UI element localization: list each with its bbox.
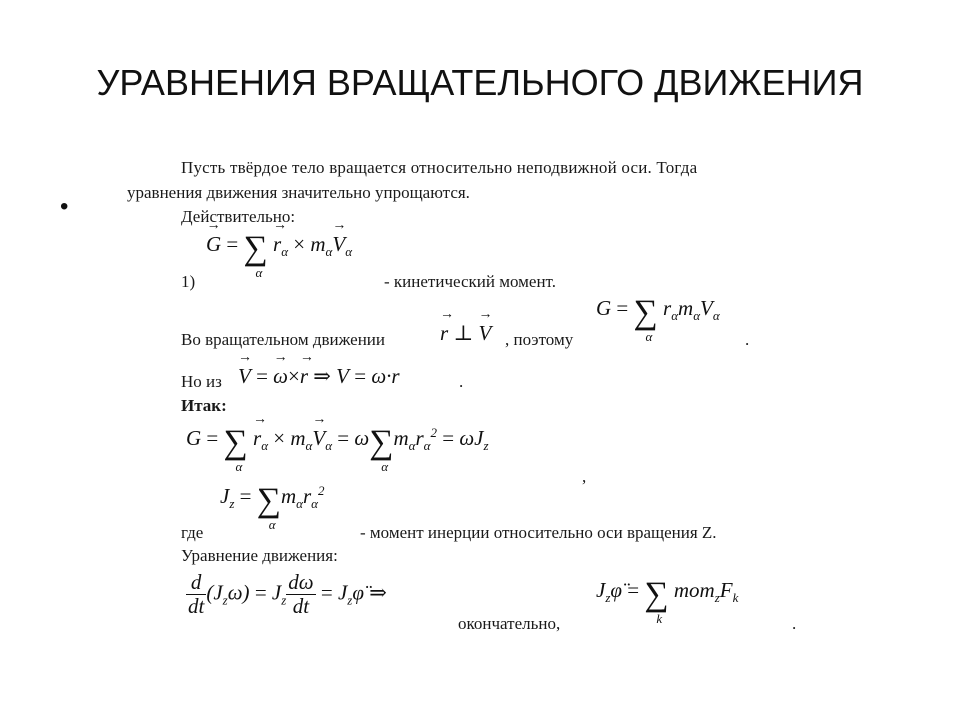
intro-line-2: уравнения движения значительно упрощаются. bbox=[127, 183, 470, 202]
period-1: . bbox=[745, 330, 750, 349]
comma-1: , bbox=[582, 467, 587, 486]
therefore-text: , поэтому bbox=[505, 330, 574, 349]
rotational-motion-text: Во вращательном движении bbox=[181, 330, 385, 349]
period-2: . bbox=[459, 372, 464, 391]
formula-velocity: → V = → ω×→ r ⇒ V = ω·r bbox=[238, 364, 400, 389]
formula-final-equation: $J_z\varphï$ = ∑ k $mom_zF_k$ bbox=[596, 576, 739, 626]
inertia-moment-label: - момент инерции относительно оси вращения Z. bbox=[360, 523, 717, 542]
slide-title: УРАВНЕНИЯ ВРАЩАТЕЛЬНОГО ДВИЖЕНИЯ bbox=[96, 62, 864, 103]
formula-g-scalar: G = ∑ α $r_\alpha m_\alpha V_\alpha$ bbox=[596, 294, 720, 344]
equation-of-motion-label: Уравнение движения: bbox=[181, 546, 338, 565]
formula-derivative: $\frac{d}{dt}$ $(J_z\omega) = J_z$ $\frac{d\omega}{dt}$ = $J_z\varphï$ ⇒ bbox=[188, 570, 387, 619]
formula-g-inertia: G = ∑ α → $r_\alpha \times m_\alpha\to V_\alpha = \omega\sum$ α $m_\alpha r_\alpha^2 = \omega J_z$ bbox=[186, 425, 489, 460]
thus-label: Итак: bbox=[181, 396, 227, 415]
kinetic-moment-label: - кинетический момент. bbox=[384, 272, 556, 291]
intro-line-1: Пусть твёрдое тело вращается относительно неподвижной оси. Тогда bbox=[181, 158, 698, 177]
but-from-text: Но из bbox=[181, 372, 222, 391]
indeed-label: Действительно: bbox=[181, 207, 296, 226]
item-1-marker: 1) bbox=[181, 272, 196, 291]
period-3: . bbox=[792, 614, 797, 633]
formula-perpendicular: → r ⊥ → V bbox=[440, 321, 491, 346]
formula-moment-of-inertia: $J_z$ = ∑ α $m_\alpha r_\alpha^2$ bbox=[220, 482, 325, 532]
formula-kinetic-moment: → G = ∑ α → $r_\alpha \times m_\alpha\to V_\alpha$ bbox=[206, 232, 352, 266]
bullet-marker: • bbox=[60, 193, 69, 220]
finally-text: окончательно, bbox=[458, 614, 561, 633]
where-text: где bbox=[181, 523, 204, 542]
